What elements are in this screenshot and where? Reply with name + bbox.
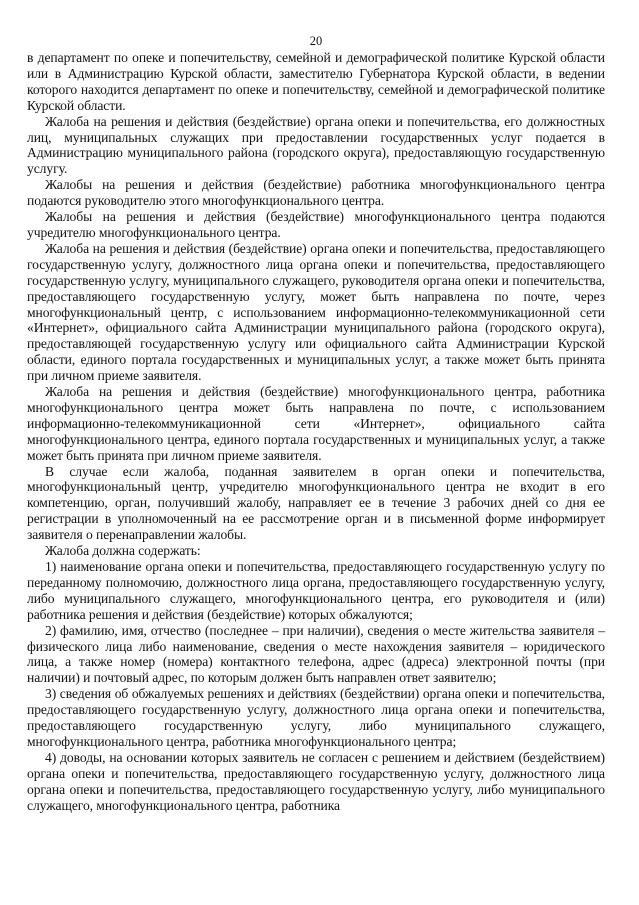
list-item-4: 4) доводы, на основании которых заявитель не согласен с решением и действием (бездействием) органа опеки и попечительства, предоставляющего государственную услугу, должностного лица органа опеки и попечительства, предоставляющего государственную услугу, либо муниципального служащего, многофункционального центра, работника: [27, 749, 605, 813]
paragraph-complaint-mfc-worker: Жалобы на решения и действия (бездействие) работника многофункционального центра подаются руководителю этого многофункционального центра.: [27, 177, 605, 209]
paragraph-complaint-mfc: Жалобы на решения и действия (бездействие) многофункционального центра подаются учредителю многофункционального центра.: [27, 209, 605, 240]
page-number: 20: [309, 34, 323, 48]
paragraph-mfc-submission-methods: Жалоба на решения и действия (бездействие) многофункционального центра, работника многофункционального центра может быть направлена по почте, с использованием информационно-телекоммуникационной сети «Интернет», официального сайта многофункционального центра, единого портала государственных и муниципальных услуг, а также может быть принята при личном приеме заявителя.: [27, 384, 605, 463]
paragraph-submission-methods: Жалоба на решения и действия (бездействие) органа опеки и попечительства, предоставляющего государственную услугу, должностного лица органа опеки и попечительства, предоставляющего государственную услугу, муниципального служащего, руководителя органа опеки и попечительства, предоставляющего государственную услугу, может быть направлена по почте, через многофункциональный центр, с использованием информационно-телекоммуникационной сети «Интернет», официального сайта Администрации муниципального района (городского округа), предоставляющей государственную услугу или официального сайта Администрации Курской области, единого портала государственных и муниципальных услуг, а также может быть принята при личном приеме заявителя.: [27, 240, 605, 384]
list-item-3: 3) сведения об обжалуемых решениях и действиях (бездействии) органа опеки и попечительства, предоставляющего государственную услугу, должностного лица органа опеки и попечительства, предоставляющего государственную услугу, либо муниципального служащего, многофункционального центра, работника многофункционального центра;: [27, 686, 605, 749]
list-item-2: 2) фамилию, имя, отчество (последнее – при наличии), сведения о месте жительства заявителя – физического лица либо наименование, сведения о месте нахождения заявителя – юридического лица, а также номер (номера) контактного телефона, адрес (адреса) электронной почты (при наличии) и почтовый адрес, по которым должен быть направлен ответ заявителю;: [27, 622, 605, 686]
paragraph-continued: в департамент по опеке и попечительству, семейной и демографической политике Курской области или в Администрацию Курской области, заместителю Губернатора Курской области, в ведении которого находится департамент по опеке и попечительству, семейной и демографической политике Курской области.: [27, 50, 605, 113]
paragraph-redirection: В случае если жалоба, поданная заявителем в орган опеки и попечительства, многофункциональный центр, учредителю многофункционального центра не входит в его компетенцию, орган, получивший жалобу, направляет ее в течение 3 рабочих дней со дня ее регистрации в уполномоченный на ее рассмотрение орган и в письменной форме информирует заявителя о перенаправлении жалобы.: [27, 463, 605, 543]
document-body: [27, 50, 605, 814]
paragraph-complaint-guardianship-body: Жалоба на решения и действия (бездействие) органа опеки и попечительства, его должностных лиц, муниципальных служащих при предоставлении государственных услуг подается в Администрацию муниципального района (городского округа), предоставляющую государственную услугу.: [27, 113, 605, 177]
paragraph-complaint-contents: Жалоба должна содержать:: [45, 543, 201, 559]
list-item-1: 1) наименование органа опеки и попечительства, предоставляющего государственную услугу по переданному полномочию, должностного лица органа, предоставляющего государственную услугу, либо муниципального служащего, многофункционального центра, его руководителя и (или) работника решения и действия (бездействие) которых обжалуются;: [27, 559, 605, 622]
